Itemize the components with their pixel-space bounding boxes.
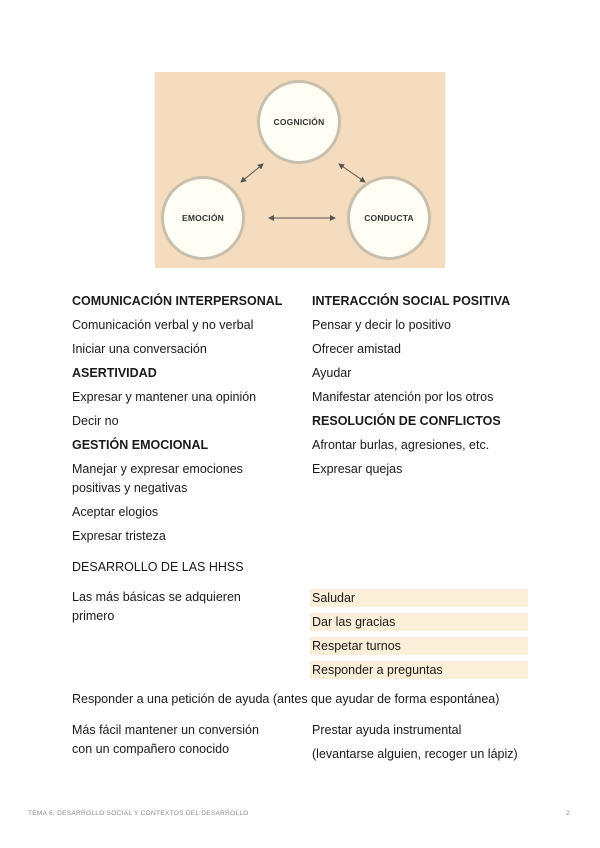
item-decir-no: Decir no: [72, 414, 119, 428]
text-peticion-ayuda: Responder a una petición de ayuda (antes que ayudar de forma espontánea): [72, 692, 500, 706]
page-number: 2: [566, 810, 570, 817]
item-expresar-opinion: Expresar y mantener una opinión: [72, 390, 257, 404]
skills-diagram: [155, 72, 445, 268]
heading-asertividad: ASERTIVIDAD: [72, 366, 157, 380]
node-conducta: CONDUCTA: [347, 176, 431, 260]
node-cognicion: COGNICIÓN: [257, 80, 341, 164]
item-aceptar-elogios: Aceptar elogios: [72, 505, 159, 519]
section-title-hhss: DESARROLLO DE LAS HHSS: [72, 560, 244, 574]
arrow-cognicion-conducta: [339, 164, 365, 182]
heading-resolucion-conflictos: RESOLUCIÓN DE CONFLICTOS: [312, 414, 501, 428]
item-manifestar-atencion: Manifestar atención por los otros: [312, 390, 494, 404]
item-expresar-quejas: Expresar quejas: [312, 462, 403, 476]
heading-comunicacion: COMUNICACIÓN INTERPERSONAL: [72, 294, 283, 308]
highlight-item-saludar: Saludar: [310, 589, 528, 607]
node-emocion: EMOCIÓN: [161, 176, 245, 260]
text-basicas: Las más básicas se adquieren: [72, 590, 241, 604]
item-ayudar: Ayudar: [312, 366, 352, 380]
heading-interaccion-social: INTERACCIÓN SOCIAL POSITIVA: [312, 294, 511, 308]
arrow-cognicion-emocion: [241, 164, 263, 182]
item-ofrecer-amistad: Ofrecer amistad: [312, 342, 401, 356]
item-pensar-positivo: Pensar y decir lo positivo: [312, 318, 451, 332]
text-mantener-conversion: Más fácil mantener un conversión: [72, 723, 259, 737]
item-expresar-tristeza: Expresar tristeza: [72, 529, 166, 543]
text-basicas-cont: primero: [72, 609, 115, 623]
text-ayuda-instrumental: Prestar ayuda instrumental: [312, 723, 462, 737]
footer-chapter: TEMA 6: DESARROLLO SOCIAL Y CONTEXTOS DEL DESARROLLO: [28, 810, 249, 817]
item-afrontar-burlas: Afrontar burlas, agresiones, etc.: [312, 438, 490, 452]
highlight-item-turnos: Respetar turnos: [310, 637, 528, 655]
heading-gestion-emocional: GESTIÓN EMOCIONAL: [72, 438, 209, 452]
text-companero-conocido: con un compañero conocido: [72, 742, 230, 756]
highlight-item-gracias: Dar las gracias: [310, 613, 528, 631]
item-manejar-emociones: Manejar y expresar emociones: [72, 462, 243, 476]
highlight-item-preguntas: Responder a preguntas: [310, 661, 528, 679]
item-iniciar-conversacion: Iniciar una conversación: [72, 342, 207, 356]
text-ayuda-ejemplo: (levantarse alguien, recoger un lápiz): [312, 747, 518, 761]
item-comunicacion-verbal: Comunicación verbal y no verbal: [72, 318, 254, 332]
item-manejar-emociones-cont: positivas y negativas: [72, 481, 188, 495]
